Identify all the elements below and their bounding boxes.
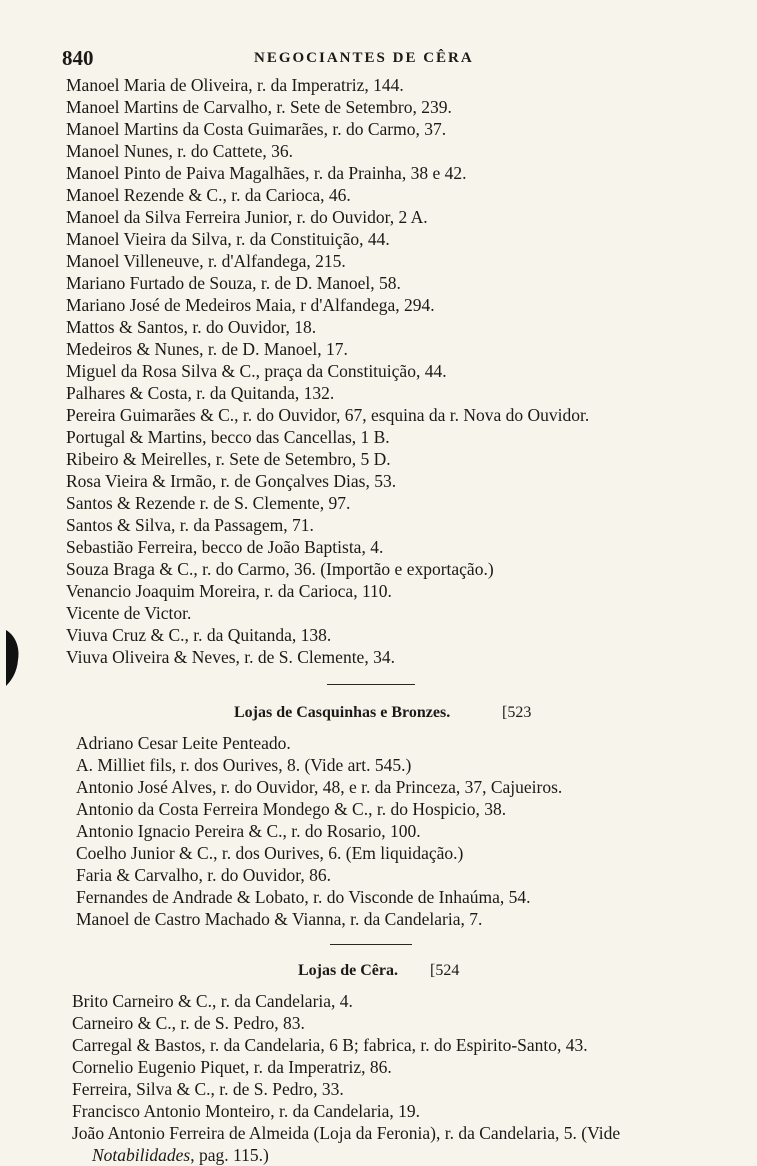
list-item: Antonio da Costa Ferreira Mondego & C., r. do Hospicio, 38.	[76, 799, 507, 819]
list-item: Cornelio Eugenio Piquet, r. da Imperatriz, 86.	[72, 1057, 392, 1077]
binding-mark-icon	[4, 626, 24, 690]
list-item: Manoel Vieira da Silva, r. da Constituição, 44.	[66, 229, 390, 249]
list-item: Manoel Martins da Costa Guimarães, r. do Carmo, 37.	[66, 119, 447, 139]
list-item: Brito Carneiro & C., r. da Candelaria, 4.	[72, 991, 353, 1011]
list-item: Santos & Silva, r. da Passagem, 71.	[66, 515, 314, 535]
list-item: Antonio José Alves, r. do Ouvidor, 48, e r. da Princeza, 37, Cajueiros.	[76, 777, 563, 797]
list-item: Pereira Guimarães & C., r. do Ouvidor, 67, esquina da r. Nova do Ouvidor.	[66, 405, 590, 425]
page-header	[62, 46, 522, 70]
list-item: Santos & Rezende r. de S. Clemente, 97.	[66, 493, 351, 513]
list-item: Carneiro & C., r. de S. Pedro, 83.	[72, 1013, 305, 1033]
list-item: Mariano Furtado de Souza, r. de D. Manoel, 58.	[66, 273, 401, 293]
list-item-continuation	[92, 1144, 269, 1166]
list-item: Manoel da Silva Ferreira Junior, r. do Ouvidor, 2 A.	[66, 207, 428, 227]
list-item: João Antonio Ferreira de Almeida (Loja da Feronia), r. da Candelaria, 5. (Vide	[72, 1123, 621, 1143]
list-item: Coelho Junior & C., r. dos Ourives, 6. (Em liquidação.)	[76, 843, 464, 863]
list-item: Adriano Cesar Leite Penteado.	[76, 733, 291, 753]
section-divider	[327, 684, 415, 685]
list-item: Souza Braga & C., r. do Carmo, 36. (Importão e exportação.)	[66, 559, 494, 579]
list-item: Medeiros & Nunes, r. de D. Manoel, 17.	[66, 339, 348, 359]
list-item: Palhares & Costa, r. da Quitanda, 132.	[66, 383, 335, 403]
section-number: [523	[502, 704, 532, 721]
list-item: Ribeiro & Meirelles, r. Sete de Setembro, 5 D.	[66, 449, 391, 469]
list-item: Venancio Joaquim Moreira, r. da Carioca, 110.	[66, 581, 392, 601]
section-divider	[330, 944, 412, 945]
list-item: Carregal & Bastos, r. da Candelaria, 6 B; fabrica, r. do Espirito-Santo, 43.	[72, 1035, 588, 1055]
running-title: NEGOCIANTES DE CÊRA	[254, 50, 474, 66]
list-item: Manoel Martins de Carvalho, r. Sete de Setembro, 239.	[66, 97, 452, 117]
list-item: Francisco Antonio Monteiro, r. da Candelaria, 19.	[72, 1101, 420, 1121]
italic-reference: Notabilidades	[92, 1145, 191, 1165]
list-item: Miguel da Rosa Silva & C., praça da Constituição, 44.	[66, 361, 447, 381]
section-title: Lojas de Casquinhas e Bronzes.	[234, 704, 451, 721]
list-item: Manoel Pinto de Paiva Magalhães, r. da Prainha, 38 e 42.	[66, 163, 467, 183]
list-item: Manoel Maria de Oliveira, r. da Imperatriz, 144.	[66, 75, 404, 95]
list-item: Ferreira, Silva & C., r. de S. Pedro, 33.	[72, 1079, 344, 1099]
list-item: Rosa Vieira & Irmão, r. de Gonçalves Dias, 53.	[66, 471, 397, 491]
reference-rest: , pag. 115.)	[190, 1145, 269, 1165]
list-item: Manoel Nunes, r. do Cattete, 36.	[66, 141, 293, 161]
list-item: Manoel de Castro Machado & Vianna, r. da Candelaria, 7.	[76, 909, 483, 929]
list-item: Antonio Ignacio Pereira & C., r. do Rosario, 100.	[76, 821, 421, 841]
list-item: Mariano José de Medeiros Maia, r d'Alfandega, 294.	[66, 295, 435, 315]
list-item: Faria & Carvalho, r. do Ouvidor, 86.	[76, 865, 331, 885]
list-item: Manoel Rezende & C., r. da Carioca, 46.	[66, 185, 351, 205]
list-item: Viuva Oliveira & Neves, r. de S. Clemente, 34.	[66, 647, 395, 667]
list-item: Viuva Cruz & C., r. da Quitanda, 138.	[66, 625, 332, 645]
page-number: 840	[62, 46, 94, 70]
list-item: Mattos & Santos, r. do Ouvidor, 18.	[66, 317, 317, 337]
list-item: Manoel Villeneuve, r. d'Alfandega, 215.	[66, 251, 346, 271]
list-item: Fernandes de Andrade & Lobato, r. do Visconde de Inhaúma, 54.	[76, 887, 531, 907]
list-item: Portugal & Martins, becco das Cancellas, 1 B.	[66, 427, 390, 447]
list-item: Sebastião Ferreira, becco de João Baptista, 4.	[66, 537, 384, 557]
section-number: [524	[430, 962, 460, 979]
section-title: Lojas de Cêra.	[298, 962, 398, 979]
list-item: A. Milliet fils, r. dos Ourives, 8. (Vide art. 545.)	[76, 755, 412, 775]
list-item: Vicente de Victor.	[66, 603, 192, 623]
